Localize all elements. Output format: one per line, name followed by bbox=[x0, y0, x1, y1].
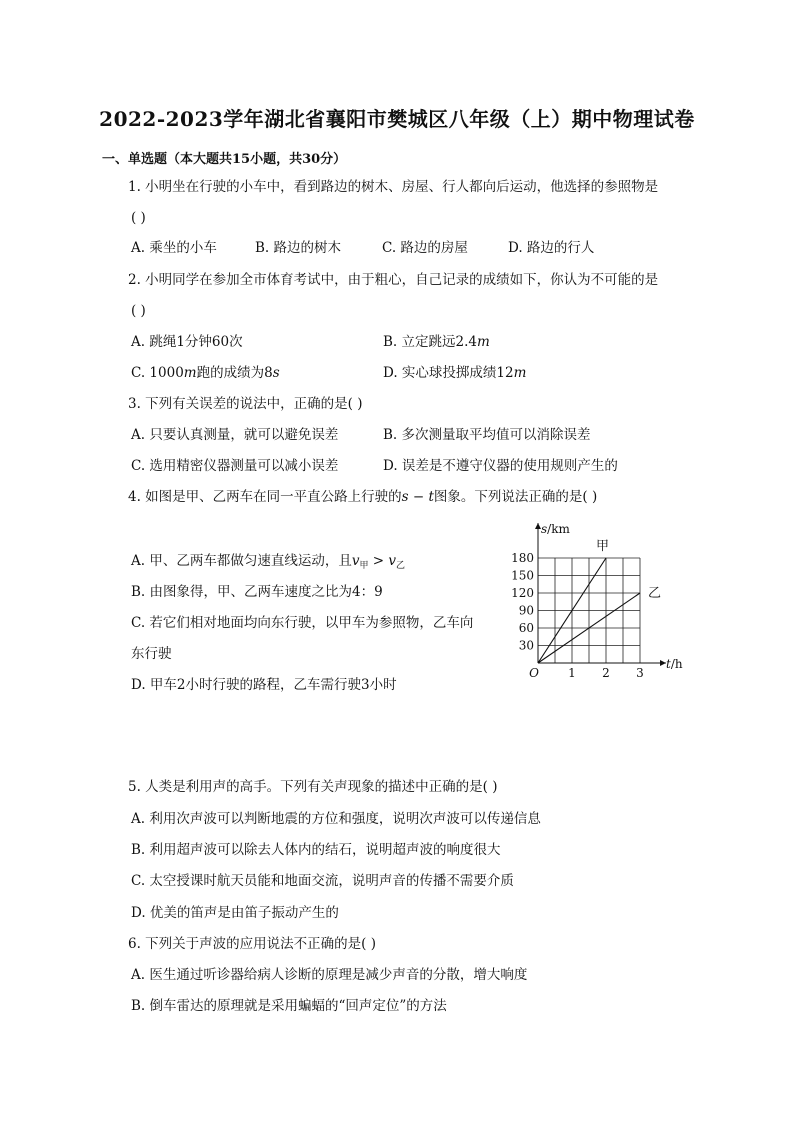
q2-option-a: A. 跳绳1分钟60次 bbox=[131, 334, 243, 350]
x-axis-label: t/h bbox=[666, 657, 683, 671]
q1-option-a: A. 乘坐的小车 bbox=[131, 240, 217, 256]
y-tick-label: 180 bbox=[511, 551, 534, 565]
q1-option-d: D. 路边的行人 bbox=[508, 240, 595, 256]
q3-option-a: A. 只要认真测量，就可以避免误差 bbox=[131, 427, 339, 443]
q4-stem bbox=[128, 488, 597, 506]
q3-stem: 3. 下列有关误差的说法中，正确的是( ) bbox=[128, 396, 363, 412]
y-axis-label: s/km bbox=[541, 522, 570, 536]
q5-option-d: D. 优美的笛声是由笛子振动产生的 bbox=[131, 905, 339, 921]
q4-option-d: D. 甲车2小时行驶的路程，乙车需行驶3小时 bbox=[131, 677, 397, 693]
q1-option-c: C. 路边的房屋 bbox=[382, 240, 468, 256]
q2-option-b-unit: m bbox=[476, 334, 490, 350]
q2-option-b-text: B. 立定跳远2.4 bbox=[383, 334, 477, 350]
q5-stem: 5. 人类是利用声的高手。下列有关声现象的描述中正确的是( ) bbox=[128, 779, 498, 795]
q6-option-b: B. 倒车雷达的原理就是采用蝙蝠的“回声定位”的方法 bbox=[131, 998, 447, 1014]
chart-grid bbox=[538, 558, 640, 663]
q3-option-b: B. 多次测量取平均值可以消除误差 bbox=[383, 427, 591, 443]
q1-option-b: B. 路边的树木 bbox=[255, 240, 342, 256]
y-tick-label: 120 bbox=[511, 586, 534, 600]
origin-label: O bbox=[529, 666, 539, 680]
q6-stem: 6. 下列关于声波的应用说法不正确的是( ) bbox=[128, 936, 376, 952]
q2-option-b bbox=[383, 333, 490, 351]
q2-option-d-text: D. 实心球投掷成绩12 bbox=[383, 365, 514, 381]
q2-option-d-unit: m bbox=[513, 365, 527, 381]
q4-option-a-gt: > bbox=[368, 553, 389, 569]
section-heading: 一、单选题（本大题共15小题，共30分） bbox=[102, 152, 347, 167]
q4-option-a-v2: v bbox=[388, 553, 397, 569]
y-tick-label: 30 bbox=[518, 638, 534, 653]
q5-option-b: B. 利用超声波可以除去人体内的结石，说明超声波的响度很大 bbox=[131, 842, 501, 858]
q3-option-d: D. 误差是不遵守仪器的使用规则产生的 bbox=[383, 458, 618, 474]
chart-labels bbox=[511, 522, 683, 680]
q1-paren: ( ) bbox=[131, 210, 146, 226]
q2-option-c-unit-m: m bbox=[183, 365, 197, 381]
q5-option-c: C. 太空授课时航天员能和地面交流，说明声音的传播不需要介质 bbox=[131, 873, 514, 889]
q2-option-c-unit-s: s bbox=[272, 365, 280, 381]
q2-option-c-mid: 跑的成绩为8 bbox=[196, 365, 273, 381]
x-tick-label: 1 bbox=[568, 666, 576, 680]
y-tick-label: 150 bbox=[511, 568, 534, 583]
y-tick-label: 90 bbox=[518, 603, 534, 618]
q2-option-c bbox=[131, 364, 280, 382]
q4-stem-text: 4. 如图是甲、乙两车在同一平直公路上行驶的 bbox=[128, 489, 402, 505]
q4-option-a-v1: v bbox=[351, 553, 360, 569]
q4-option-c-line1: C. 若它们相对地面均向东行驶，以甲车为参照物，乙车向 bbox=[131, 615, 474, 631]
x-tick-label: 3 bbox=[636, 666, 644, 680]
st-graph bbox=[500, 515, 700, 685]
q4-option-a-text: A. 甲、乙两车都做匀速直线运动，且 bbox=[131, 553, 352, 569]
q4-option-a bbox=[131, 552, 405, 575]
q2-paren: ( ) bbox=[131, 303, 146, 319]
y-tick-label: 60 bbox=[518, 621, 534, 635]
series-label-jia: 甲 bbox=[596, 539, 610, 554]
q4-stem-post: 图象。下列说法正确的是( ) bbox=[433, 489, 598, 505]
q4-option-c-line2: 东行驶 bbox=[131, 646, 172, 662]
q1-stem: 1. 小明坐在行驶的小车中，看到路边的树木、房屋、行人都向后运动，他选择的参照物是 bbox=[128, 179, 659, 195]
series-label-yi: 乙 bbox=[648, 586, 662, 601]
x-tick-label: 2 bbox=[602, 666, 610, 680]
exam-title: 2022-2023学年湖北省襄阳市樊城区八年级（上）期中物理试卷 bbox=[99, 107, 695, 131]
q6-option-a: A. 医生通过听诊器给病人诊断的原理是减少声音的分散，增大响度 bbox=[131, 967, 528, 983]
q2-option-d bbox=[383, 364, 526, 382]
q2-stem: 2. 小明同学在参加全市体育考试中，由于粗心，自己记录的成绩如下，你认为不可能的是 bbox=[128, 272, 659, 288]
q3-option-c: C. 选用精密仪器测量可以减小误差 bbox=[131, 458, 339, 474]
q4-option-b: B. 由图象得，甲、乙两车速度之比为4：9 bbox=[131, 584, 383, 600]
q4-option-a-sub1: 甲 bbox=[359, 561, 369, 571]
q2-option-c-text: C. 1000 bbox=[131, 365, 184, 381]
q4-stem-var: s − t bbox=[401, 489, 434, 505]
q4-option-a-sub2: 乙 bbox=[396, 561, 406, 571]
q5-option-a: A. 利用次声波可以判断地震的方位和强度，说明次声波可以传递信息 bbox=[131, 811, 541, 827]
